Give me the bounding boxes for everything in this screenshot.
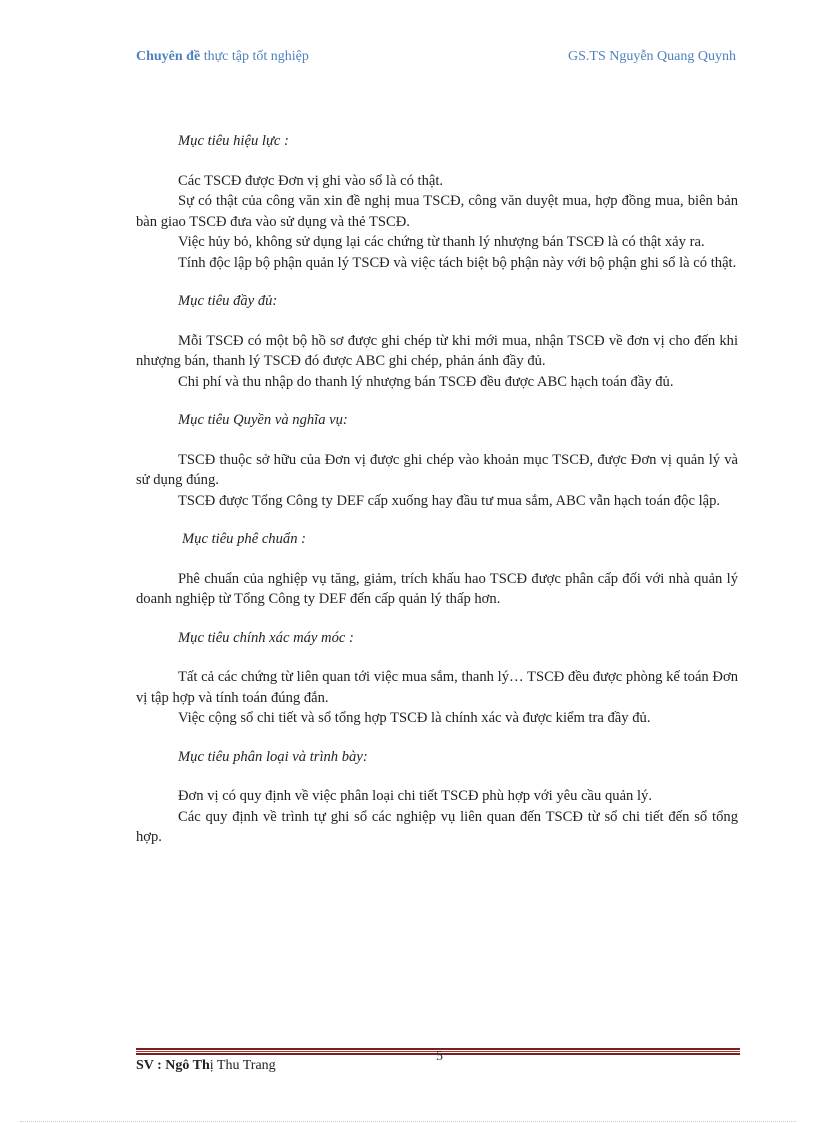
paragraph: Chi phí và thu nhập do thanh lý nhượng bán TSCĐ đều được ABC hạch toán đầy đủ. — [178, 373, 674, 390]
paragraph: Đơn vị có quy định về việc phân loại chi tiết TSCĐ phù hợp với yêu cầu quản lý. — [178, 788, 652, 804]
paragraph: Việc cộng sổ chi tiết và sổ tổng hợp TSCĐ là chính xác và được kiểm tra đầy đủ. — [178, 710, 651, 726]
paragraph: Các quy định về trình tự ghi sổ các nghiệp vụ liên quan đến TSCĐ từ sổ chi tiết đến sổ tổng hợp. — [136, 808, 738, 845]
section-title-phan-loai: Mục tiêu phân loại và trình bày: — [178, 748, 368, 765]
header-left — [136, 49, 309, 65]
paragraph: Tính độc lập bộ phận quản lý TSCĐ và việc tách biệt bộ phận này với bộ phận ghi sổ là có thật. — [178, 254, 737, 271]
section-title-phe-chuan: Mục tiêu phê chuẩn : — [182, 531, 307, 547]
paragraph: Mỗi TSCĐ có một bộ hồ sơ được ghi chép từ khi mới mua, nhận TSCĐ về đơn vị cho đến khi nhượng bán, thanh lý TSCĐ đó được ABC ghi chép, phản ánh đầy đủ. — [136, 332, 738, 369]
paragraph: Các TSCĐ được Đơn vị ghi vào sổ là có thật. — [178, 172, 444, 189]
paragraph: Phê chuẩn của nghiệp vụ tăng, giảm, trích khấu hao TSCĐ được phân cấp đối với nhà quản lý doanh nghiệp từ Tổng Công ty DEF đến cấp quản lý thấp hơn. — [136, 570, 738, 607]
footer-student-label: SV : Ngô Th — [136, 1058, 210, 1073]
page-number: 5 — [436, 1049, 443, 1064]
page-header — [136, 49, 736, 69]
section-title-chinh-xac: Mục tiêu chính xác máy móc : — [178, 629, 354, 646]
section-title-quyen-nghia-vu: Mục tiêu Quyền và nghĩa vụ: — [178, 412, 348, 428]
section-title-day-du: Mục tiêu đầy đủ: — [178, 293, 278, 309]
header-right: GS.TS Nguyễn Quang Quynh — [568, 49, 736, 64]
section-title-hieu-luc: Mục tiêu hiệu lực : — [178, 133, 289, 149]
footer-student-rest: ị Thu Trang — [209, 1058, 276, 1073]
paragraph: Sự có thật của công văn xin đề nghị mua TSCĐ, công văn duyệt mua, hợp đồng mua, biên bản bàn giao TSCĐ đưa vào sử dụng và thẻ TSCĐ. — [136, 193, 738, 230]
page-bottom-border — [20, 1121, 796, 1122]
paragraph: TSCĐ được Tổng Công ty DEF cấp xuống hay đầu tư mua sắm, ABC vẫn hạch toán độc lập. — [178, 492, 721, 509]
footer-student-name — [136, 1058, 276, 1074]
paragraph: TSCĐ thuộc sở hữu của Đơn vị được ghi chép vào khoản mục TSCĐ, được Đơn vị quản lý và sử dụng đúng. — [136, 451, 738, 488]
document-body — [136, 131, 738, 848]
header-left-bold: Chuyên đề — [136, 49, 201, 64]
header-left-rest: thực tập tốt nghiệp — [200, 49, 309, 64]
paragraph: Việc hủy bỏ, không sử dụng lại các chứng từ thanh lý nhượng bán TSCĐ là có thật xảy ra. — [178, 234, 705, 250]
paragraph: Tất cả các chứng từ liên quan tới việc mua sắm, thanh lý… TSCĐ đều được phòng kế toán Đơn vị tập hợp và tính toán đúng đắn. — [136, 669, 738, 706]
